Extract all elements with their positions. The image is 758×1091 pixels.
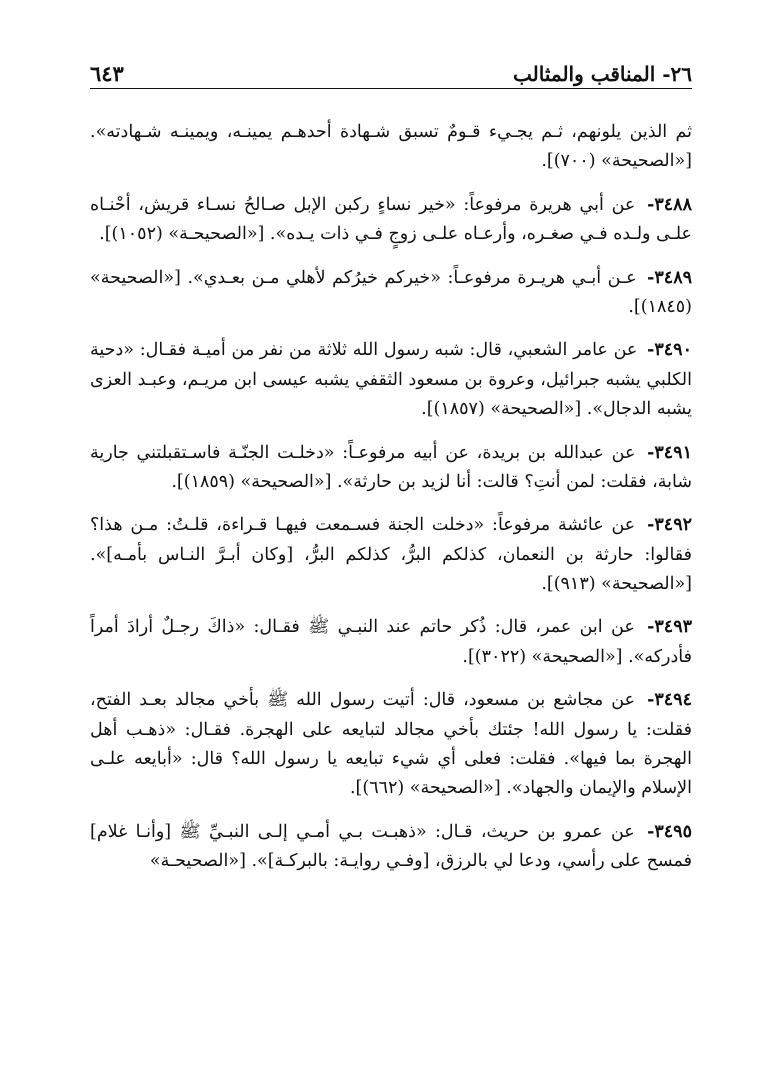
hadith-text: عن ابن عمر، قال: ذُكر حاتم عند النبـي ﷺ فقـال: «ذاكَ رجـلٌ أرادَ أمراً فأدركه». [«الصحيحة» (٣٠٢٢)]. <box>90 617 692 667</box>
chapter-title: ٢٦- المناقب والمثالب <box>513 62 692 86</box>
hadith-entry <box>90 818 692 877</box>
hadith-entry <box>90 686 692 804</box>
hadith-number: ٣٤٨٩- <box>647 267 692 288</box>
hadith-number: ٣٤٩١- <box>647 442 692 463</box>
hadith-number: ٣٤٩٤- <box>647 690 692 711</box>
hadith-text: عن عبدالله بن بريدة، عن أبيه مرفوعـاً: «دخلـت الجنّـة فاسـتقبلتني جارية شابة، فقلت: لمن أنتِ؟ قالت: أنا لزيد بن حارثة». [«الصحيحة» (١٨٥٩)]. <box>90 442 692 492</box>
hadith-text: عـن أبـي هريـرة مرفوعـاً: «خيركم خيرُكم لأهلي مـن بعـدي». [«الصحيحة» (١٨٤٥)]. <box>90 267 692 317</box>
hadith-entry <box>90 264 692 323</box>
hadith-text: عن مجاشع بن مسعود، قال: أتيت رسول الله ﷺ بأخي مجالد بعـد الفتح، فقلت: يا رسول الله! جئتك بأخي مجالد لتبايعه على الهجرة. فقـال: «ذهـب أهل الهجرة بما فيها». فقلت: فعلى أي شيء تبايعه يا رسول الله؟ قال: «أبايعه علـى الإسلام والإيمان والجهاد». [«الصحيحة» (٦٦٢)]. <box>90 690 692 799</box>
header-divider <box>90 88 692 89</box>
hadith-text: عن عمرو بن حريث، قـال: «ذهبـت بـي أمـي إلـى النبـيِّ ﷺ [وأنـا غلام] فمسح على رأسي، ودعا لي بالرزق، [وفـي روايـة: بالبركـة]». [«الصحيحـة» <box>90 821 692 872</box>
page-body <box>90 118 692 891</box>
hadith-number: ٣٤٨٨- <box>647 194 692 215</box>
hadith-entry <box>90 191 692 250</box>
hadith-number: ٣٤٩٢- <box>647 515 692 536</box>
hadith-text: ثم الذين يلونهم، ثـم يجـيء قـومٌ تسبق شـهادة أحدهـم يمينـه، ويمينـه شـهادته». [«الصحيحة» (٧٠٠)]. <box>90 122 692 172</box>
hadith-number: ٣٤٩٥- <box>647 821 692 842</box>
hadith-entry <box>90 511 692 599</box>
hadith-number: ٣٤٩٠- <box>647 340 692 361</box>
hadith-number: ٣٤٩٣- <box>647 617 692 638</box>
hadith-entry <box>90 613 692 672</box>
hadith-text: عن عائشة مرفوعاً: «دخلت الجنة فسـمعت فيهـا قـراءة، قلـتُ: مـن هذا؟ فقالوا: حارثة بن النعمان، كذلكم البرُّ، كذلكم البرُّ، [وكان أبـرَّ النـاس بأمـه]». [«الصحيحة» (٩١٣)]. <box>90 515 692 595</box>
page-header <box>90 52 692 86</box>
hadith-entry <box>90 118 692 177</box>
page-number: ٦٤٣ <box>90 61 124 86</box>
hadith-text: عن أبي هريرة مرفوعاً: «خير نساءٍ ركبن الإبل صـالحُ نسـاء قريش، أحْنـاه علـى ولـده فـي صغـره، وأرعـاه علـى زوجٍ فـي ذات يـده». [«الصحيحـة» (١٠٥٢)]. <box>90 194 692 245</box>
hadith-entry <box>90 336 692 424</box>
hadith-entry <box>90 439 692 498</box>
hadith-text: عن عامر الشعبي، قال: شبه رسول الله ثلاثة من نفر من أميـة فقـال: «دحية الكلبي يشبه جبرائيل، وعروة بن مسعود الثقفي يشبه عيسى ابن مريـم، وعبـد العزى يشبه الدجال». [«الصحيحة» (١٨٥٧)]. <box>90 340 692 420</box>
